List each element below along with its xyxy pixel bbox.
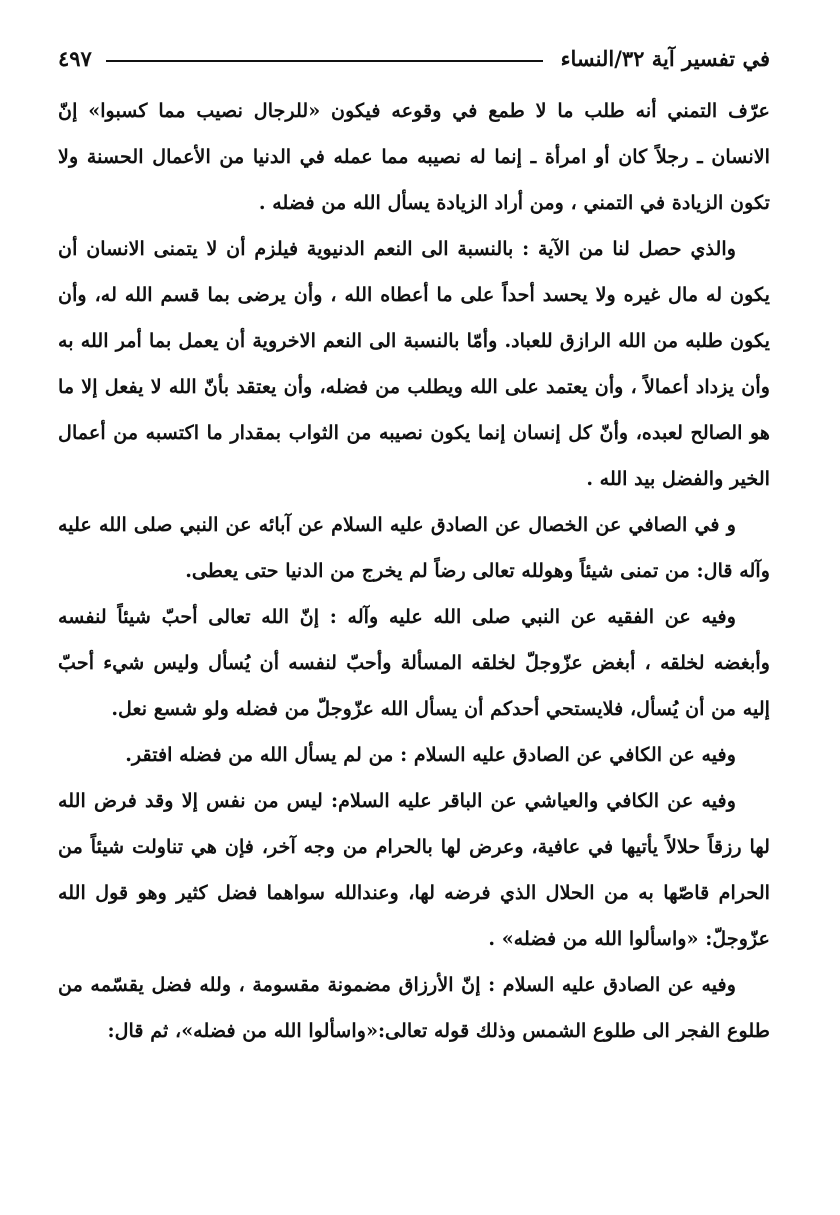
paragraph-3: و في الصافي عن الخصال عن الصادق عليه السلام عن آبائه عن النبي صلى الله عليه وآله قال: من تمنى شيئاً وهولله تعالى رضاً لم يخرج من الدنيا حتى يعطى. [58, 513, 770, 582]
paragraph-2: والذي حصل لنا من الآية : بالنسبة الى النعم الدنيوية فيلزم أن لا يتمنى الانسان أن يكون له مال غيره ولا يحسد أحداً على ما أعطاه الله ، وأن يرضى بما قسم الله له، وأن يكون طلبه من الله الرازق للعباد. وأمّا بالنسبة الى النعم الاخروية أن يعمل بما أمر الله به وأن يزداد أعمالاً ، وأن يعتمد على الله ويطلب من فضله، وأن يعتقد بأنّ الله لا يفعل إلا ما هو الصالح لعبده، وأنّ كل إنسان إنما يكون نصيبه من الثواب بمقدار ما اكتسبه من أعمال الخير والفضل بيد الله . [58, 237, 770, 490]
header-rule [106, 60, 543, 62]
page-number: ٤٩٧ [58, 45, 92, 71]
paragraph-7: وفيه عن الصادق عليه السلام : إنّ الأرزاق مضمونة مقسومة ، ولله فضل يقسّمه من طلوع الفجر الى طلوع الشمس وذلك قوله تعالى:«واسألوا الله من فضله»، ثم قال: [58, 973, 770, 1042]
paragraph-6: وفيه عن الكافي والعياشي عن الباقر عليه السلام: ليس من نفس إلا وقد فرض الله لها رزقاً حلالاً يأتيها في عافية، وعرض لها بالحرام من وجه آخر، فإن هي تناولت شيئاً من الحرام قاصّها به من الحلال الذي فرضه لها، وعندالله سواهما فضل كثير وهو قول الله عزّوجلّ: «واسألوا الله من فضله» . [58, 789, 770, 950]
paragraph-4: وفيه عن الفقيه عن النبي صلى الله عليه وآله : إنّ الله تعالى أحبّ شيئاً لنفسه وأبغضه لخلقه ، أبغض عزّوجلّ لخلقه المسألة وأحبّ لنفسه أن يُسأل وليس شيء أحبّ إليه من أن يُسأل، فلايستحي أحدكم أن يسأل الله عزّوجلّ من فضله ولو شسع نعل. [58, 605, 770, 720]
page-body [58, 88, 770, 1054]
paragraph-1: عرّف التمني أنه طلب ما لا طمع في وقوعه فيكون «للرجال نصيب مما كسبوا» إنّ الانسان ـ رجلاً كان أو امرأة ـ إنما له نصيبه مما عمله في الدنيا من الأعمال الحسنة ولا تكون الزيادة في التمني ، ومن أراد الزيادة يسأل الله من فضله . [58, 99, 770, 214]
book-page [58, 28, 770, 1198]
running-title: في تفسير آية ٣٢/النساء [560, 45, 770, 71]
paragraph-5: وفيه عن الكافي عن الصادق عليه السلام : من لم يسأل الله من فضله افتقر. [125, 743, 736, 766]
page-header [58, 28, 770, 88]
